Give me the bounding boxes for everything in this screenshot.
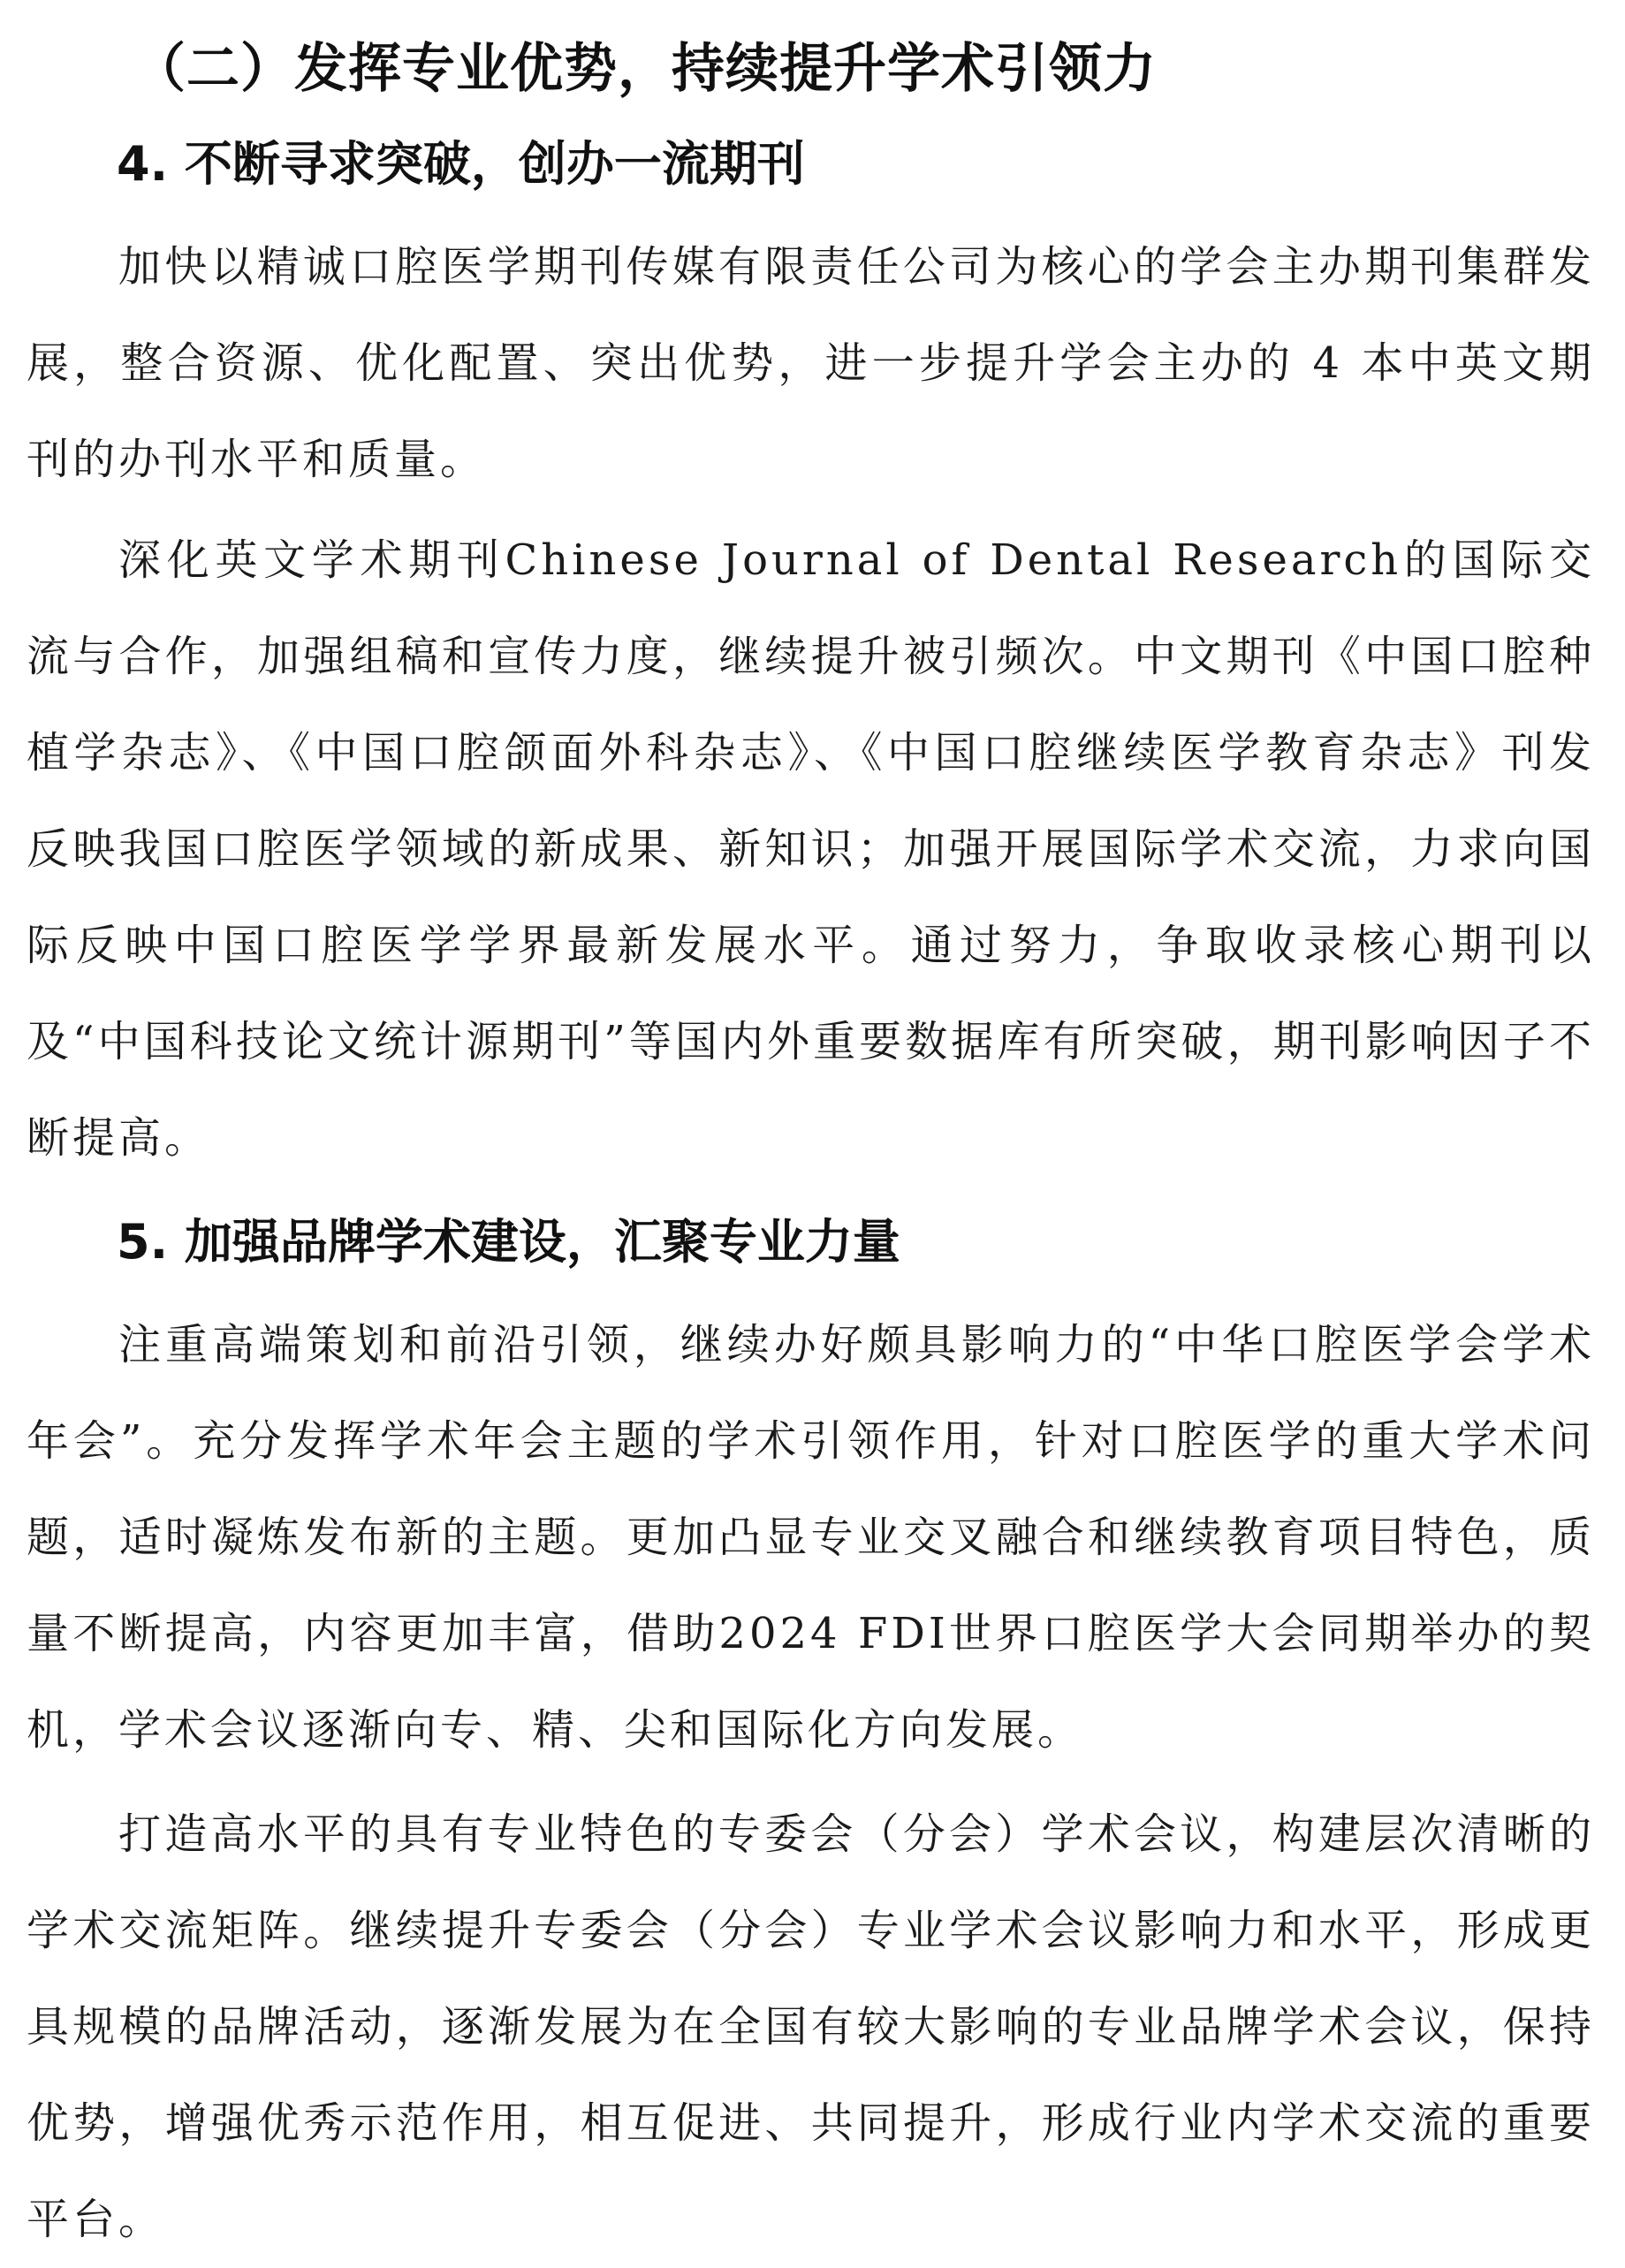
- paragraph-annual-meeting: 注重高端策划和前沿引领，继续办好颇具影响力的“中华口腔医学会学术年会”。充分发挥学术年会主题的学术引领作用，针对口腔医学的重大学术问题，适时凝炼发布新的主题。更加凸显专业交叉融合和继续教育项目特色，质量不断提高，内容更加丰富，借助2024 FDI世界口腔医学大会同期举办的契机，学术会议逐渐向专、精、尖和国际化方向发展。: [27, 1320, 1595, 1755]
- paragraph-committee-meetings: 打造高水平的具有专业特色的专委会（分会）学术会议，构建层次清晰的学术交流矩阵。继续提升专委会（分会）专业学术会议影响力和水平，形成更具规模的品牌活动，逐渐发展为在全国有较大影响的专业品牌学术会议，保持优势，增强优秀示范作用，相互促进、共同提升，形成行业内学术交流的重要平台。: [27, 1809, 1595, 2244]
- paragraph-journal-international: 深化英文学术期刊Chinese Journal of Dental Research的国际交流与合作，加强组稿和宣传力度，继续提升被引频次。中文期刊《中国口腔种植学杂志》、《中国口腔颌面外科杂志》、《中国口腔继续医学教育杂志》刊发反映我国口腔医学领域的新成果、新知识；加强开展国际学术交流，力求向国际反映中国口腔医学学界最新发展水平。通过努力，争取收录核心期刊以及“中国科技论文统计源期刊”等国内外重要数据库有所突破，期刊影响因子不断提高。: [27, 535, 1595, 1163]
- section-title: （二）发挥专业优势，持续提升学术引领力: [133, 38, 1157, 100]
- paragraph-journal-cluster: 加快以精诚口腔医学期刊传媒有限责任公司为核心的学会主办期刊集群发展，整合资源、优化配置、突出优势，进一步提升学会主办的 4 本中英文期刊的办刊水平和质量。: [27, 242, 1595, 484]
- subsection-heading-4: 4. 不断寻求突破，创办一流期刊: [117, 136, 805, 192]
- subsection-heading-5: 5. 加强品牌学术建设，汇聚专业力量: [117, 1214, 900, 1270]
